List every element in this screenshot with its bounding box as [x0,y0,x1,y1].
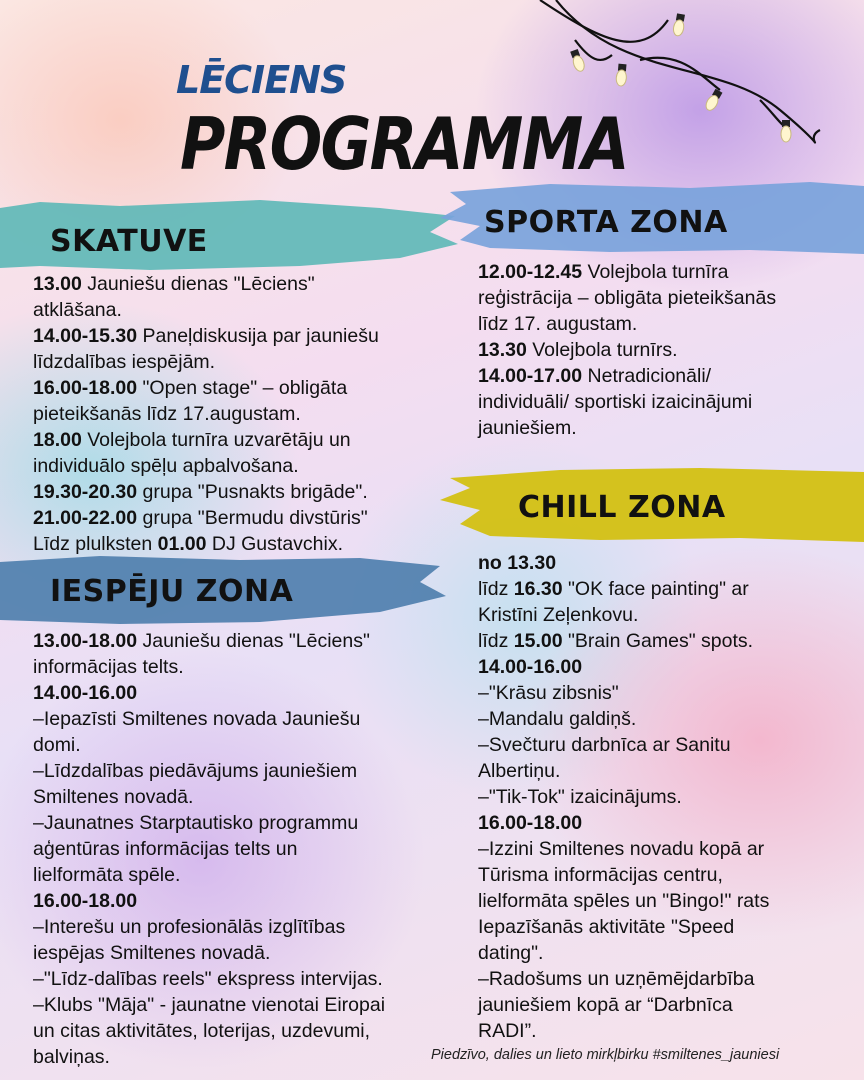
event-text: –"Līdz-dalības reels" ekspress intervijas. [33,968,383,990]
event-text: "OK face painting" ar [562,578,749,600]
event-text: informācijas telts. [33,656,184,678]
chill-schedule-line [478,1018,769,1044]
chill-schedule-line [478,576,769,602]
event-text: RADI”. [478,1020,537,1042]
sporta-schedule-line [478,311,776,337]
event-text: Albertiņu. [478,760,561,782]
page-title: PROGRAMMA [180,102,628,186]
event-text: individuālo spēļu apbalvošana. [33,455,299,477]
time-label: 14.00-17.00 [478,365,583,387]
event-text: domi. [33,734,81,756]
skatuve-schedule-line [33,427,379,453]
time-label: 13.00-18.00 [33,630,138,652]
iespeju-schedule-line [33,654,385,680]
skatuve-schedule-line [33,479,379,505]
skatuve-schedule-line [33,323,379,349]
iespeju-schedule-line [33,862,385,888]
event-text: pieteikšanās līdz 17.augustam. [33,403,301,425]
event-text: jauniešiem kopā ar “Darbnīca [478,994,733,1016]
event-text: Jauniešu dienas "Lēciens" [137,630,370,652]
time-label: 12.00-12.45 [478,261,583,283]
event-text: Volejbola turnīra [582,261,729,283]
event-text: –Līdzdalības piedāvājums jauniešiem [33,760,358,782]
event-text: individuāli/ sportiski izaicinājumi [478,391,753,413]
event-text: balviņas. [33,1046,110,1068]
event-text: Jauniešu dienas "Lēciens" [81,273,315,295]
event-text: Iepazīšanās aktivitāte "Speed [478,916,735,938]
chill-schedule-line [478,784,769,810]
sporta-title: SPORTA ZONA [484,205,728,240]
event-text: Netradicionāli/ [582,365,712,387]
iespeju-schedule-line [33,888,385,914]
event-text: –Izzini Smiltenes novadu kopā ar [478,838,765,860]
skatuve-schedule-line [33,505,379,531]
sporta-schedule-line [478,337,776,363]
sporta-schedule-line [478,285,776,311]
chill-schedule-line [478,628,769,654]
event-text: Līdz plulksten [33,533,158,555]
sporta-schedule [478,259,776,441]
event-text: Volejbola turnīra uzvarētāju un [81,429,351,451]
time-label: 16.00-18.00 [33,890,138,912]
skatuve-schedule-line [33,531,379,557]
footer-hashtag-note: Piedzīvo, dalies un lieto mirkļbirku #smiltenes_jauniesi [431,1047,780,1063]
time-label: 19.30-20.30 [33,481,138,503]
time-label: 14.00-16.00 [478,656,583,678]
event-text: līdzdalības iespējām. [33,351,216,373]
chill-schedule-line [478,836,769,862]
time-label: 15.00 [513,630,563,652]
skatuve-schedule [33,271,379,557]
time-label: 16.30 [513,578,563,600]
chill-schedule-line [478,706,769,732]
event-text: –Iepazīsti Smiltenes novada Jauniešu [33,708,361,730]
event-text: lielformāta spēle. [33,864,181,886]
chill-schedule-line [478,810,769,836]
iespeju-schedule-line [33,1018,385,1044]
time-label: 18.00 [33,429,82,451]
time-label: 01.00 [157,533,207,555]
skatuve-schedule-line [33,349,379,375]
chill-schedule-line [478,680,769,706]
event-text: līdz [478,578,514,600]
event-text: Kristīni Zeļenkovu. [478,604,639,626]
iespeju-schedule-line [33,706,385,732]
brand-logo: LĒCIENS [176,58,347,102]
chill-schedule-line [478,914,769,940]
chill-schedule-line [478,992,769,1018]
event-text: lielformāta spēles un "Bingo!" rats [478,890,770,912]
iespeju-schedule-line [33,628,385,654]
iespeju-schedule-line [33,992,385,1018]
sporta-schedule-line [478,415,776,441]
event-text: –Klubs "Māja" - jaunatne vienotai Eiropai [33,994,386,1016]
time-label: 13.00 [33,273,82,295]
skatuve-schedule-line [33,271,379,297]
chill-schedule-line [478,758,769,784]
event-text: Tūrisma informācijas centru, [478,864,723,886]
time-label: no 13.30 [478,552,557,574]
event-text: iespējas Smiltenes novadā. [33,942,271,964]
chill-schedule [478,550,769,1044]
event-text: –"Krāsu zibsnis" [478,682,619,704]
chill-schedule-line [478,966,769,992]
chill-schedule-line [478,550,769,576]
iespeju-schedule-line [33,784,385,810]
iespeju-schedule-line [33,836,385,862]
event-text: DJ Gustavchix. [206,533,344,555]
iespeju-schedule-line [33,732,385,758]
event-text: Smiltenes novadā. [33,786,194,808]
event-text: –Interešu un profesionālās izglītības [33,916,346,938]
event-text: atklāšana. [33,299,122,321]
chill-title: CHILL ZONA [518,490,726,525]
iespeju-schedule [33,628,385,1070]
event-text: grupa "Pusnakts brigāde". [137,481,368,503]
skatuve-schedule-line [33,297,379,323]
sporta-schedule-line [478,363,776,389]
time-label: 14.00-16.00 [33,682,138,704]
time-label: 16.00-18.00 [33,377,138,399]
event-text: "Open stage" – obligāta [137,377,348,399]
event-text: līdz 17. augustam. [478,313,638,335]
event-text: –Radošums un uzņēmējdarbība [478,968,755,990]
event-text: un citas aktivitātes, loterijas, uzdevumi, [33,1020,371,1042]
skatuve-title: SKATUVE [50,224,208,259]
iespeju-schedule-line [33,1044,385,1070]
time-label: 16.00-18.00 [478,812,583,834]
event-text: –Svečturu darbnīca ar Sanitu [478,734,731,756]
event-text: reģistrācija – obligāta pieteikšanās [478,287,777,309]
iespeju-schedule-line [33,940,385,966]
chill-schedule-line [478,888,769,914]
iespeju-schedule-line [33,810,385,836]
chill-schedule-line [478,732,769,758]
skatuve-schedule-line [33,453,379,479]
chill-schedule-line [478,602,769,628]
event-text: jauniešiem. [478,417,577,439]
chill-schedule-line [478,654,769,680]
event-text: aģentūras informācijas telts un [33,838,298,860]
time-label: 13.30 [478,339,527,361]
time-label: 21.00-22.00 [33,507,138,529]
skatuve-schedule-line [33,375,379,401]
sporta-schedule-line [478,389,776,415]
time-label: 14.00-15.30 [33,325,138,347]
event-text: dating". [478,942,544,964]
event-text: "Brain Games" spots. [562,630,754,652]
skatuve-schedule-line [33,401,379,427]
iespeju-title: IESPĒJU ZONA [50,574,294,609]
event-text: grupa "Bermudu divstūris" [137,507,368,529]
event-text: Volejbola turnīrs. [526,339,678,361]
event-text: –Mandalu galdiņš. [478,708,637,730]
event-text: –Jaunatnes Starptautisko programmu [33,812,359,834]
iespeju-schedule-line [33,758,385,784]
iespeju-schedule-line [33,680,385,706]
event-text: Paneļdiskusija par jauniešu [137,325,379,347]
iespeju-schedule-line [33,966,385,992]
chill-schedule-line [478,862,769,888]
event-text: līdz [478,630,514,652]
chill-schedule-line [478,940,769,966]
sporta-schedule-line [478,259,776,285]
event-text: –"Tik-Tok" izaicinājums. [478,786,682,808]
iespeju-schedule-line [33,914,385,940]
